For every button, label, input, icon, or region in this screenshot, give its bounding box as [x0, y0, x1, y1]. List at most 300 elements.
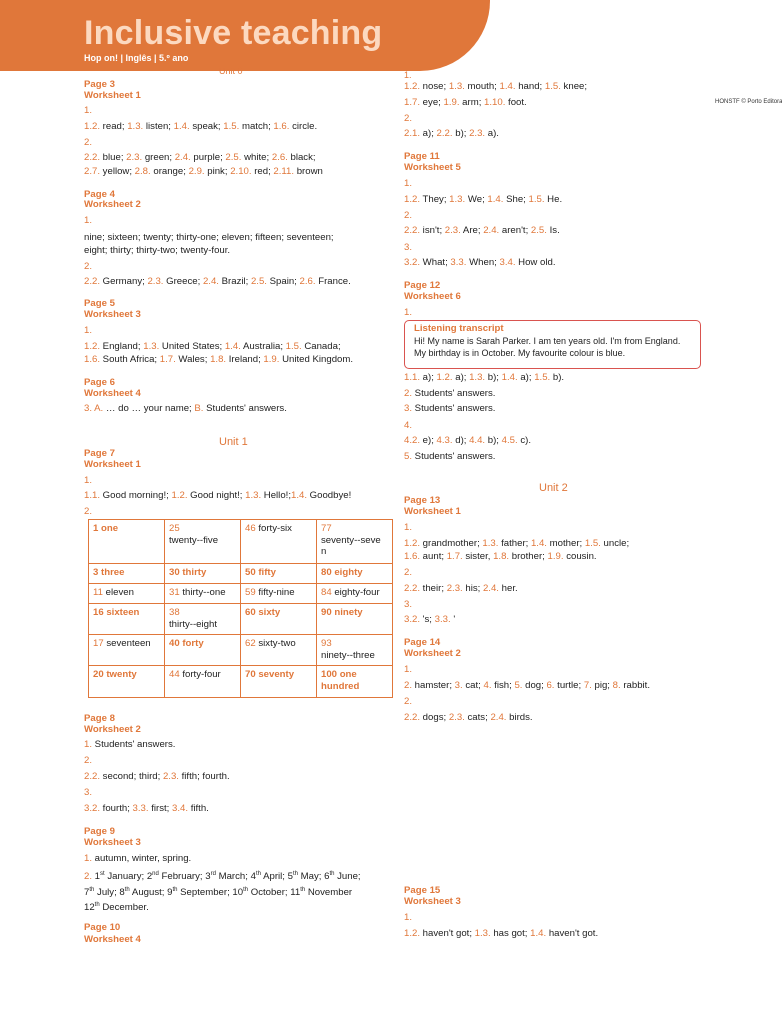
table-cell [89, 666, 165, 698]
item-number: 1.4. [530, 538, 547, 549]
answer-text: yellow; [100, 166, 135, 177]
answer-text: rabbit. [620, 680, 650, 691]
answer-text: eye; [420, 97, 444, 108]
answer-text: a); [517, 372, 535, 383]
answer-text: brother; [509, 551, 548, 562]
item-number: 2. [404, 388, 413, 399]
table-row [89, 635, 393, 666]
item-number: 1.1. [84, 490, 101, 501]
answer-text: 12 [84, 902, 95, 914]
item-number: 3. [404, 403, 413, 414]
item-number: 4.3. [436, 435, 453, 446]
cell-number: 50 [245, 567, 256, 578]
answer-text: Wales; [175, 354, 211, 365]
answer-text: mouth; [464, 81, 500, 92]
cell-word: twenty--five [169, 534, 219, 546]
item-number: 1.2. [404, 81, 421, 92]
item-number: 5. [404, 451, 413, 462]
item-number: 2.4. [483, 225, 500, 236]
answer-text: has got; [490, 928, 531, 939]
answer-line [404, 81, 587, 93]
answer-text: speak; [189, 121, 224, 132]
cell-word: thirty--one [182, 587, 226, 598]
cell-word: eleven [105, 587, 134, 598]
exercise-number: 1. [84, 215, 93, 226]
item-number: 2.3. [147, 276, 164, 287]
answer-text: second; third; [100, 771, 163, 782]
item-number: 2.1. [404, 128, 421, 139]
transcript-title: Listening transcript [414, 323, 504, 334]
table-row [89, 520, 393, 564]
answer-text: … do … your name; [103, 403, 195, 414]
cell-number: 30 [169, 567, 180, 578]
cell-number: 90 [321, 607, 332, 618]
page-heading: Page 6 [84, 377, 115, 388]
ordinal-suffix: th [89, 887, 95, 893]
answer-text: Students' answers. [412, 388, 496, 399]
item-number: 2. [404, 680, 413, 691]
answer-text: Students' answers. [203, 403, 287, 414]
item-number: 2.2. [84, 276, 101, 287]
answer-text: listen; [143, 121, 174, 132]
item-number: 2.6. [271, 152, 288, 163]
item-number: 1.4. [487, 194, 504, 205]
answer-text: July; 8 [94, 887, 125, 899]
answer-text: green; [142, 152, 175, 163]
cell-word: three [101, 567, 125, 578]
item-number: 3.2. [84, 803, 101, 814]
answer-text: How old. [515, 257, 556, 268]
answer-text: 7 [84, 887, 90, 899]
ordinal-suffix: th [94, 902, 100, 908]
page-heading: Page 5 [84, 298, 115, 309]
item-number: 4. [483, 680, 492, 691]
exercise-number: 2. [84, 137, 93, 148]
table-row [89, 604, 393, 635]
table-cell [317, 635, 393, 666]
ordinal-suffix: nd [152, 871, 159, 877]
cell-word: one [101, 523, 119, 534]
item-number: 2.5. [225, 152, 242, 163]
item-number: 2.2. [84, 771, 101, 782]
cell-word: seventeen [106, 638, 151, 649]
item-number: 1.7. [159, 354, 176, 365]
answer-text: foot. [505, 97, 527, 108]
item-number: 6. [546, 680, 555, 691]
answer-text: fourth; [100, 803, 133, 814]
exercise-number: 4. [404, 420, 413, 431]
answer-text: When; [466, 257, 500, 268]
answer-text: a); [452, 372, 470, 383]
table-cell [317, 564, 393, 584]
worksheet-heading: Worksheet 4 [84, 934, 141, 945]
ordinal-suffix: th [329, 871, 335, 877]
item-number: 1.3. [474, 928, 491, 939]
page-heading: Page 11 [404, 151, 440, 162]
cell-word: forty [182, 638, 204, 649]
answer-text: October; 11 [248, 887, 301, 899]
page-heading: Page 9 [84, 826, 115, 837]
worksheet-heading: Worksheet 2 [84, 199, 141, 210]
table-row [89, 666, 393, 698]
worksheet-heading: Worksheet 3 [404, 896, 461, 907]
answer-text: uncle; [600, 538, 630, 549]
cell-word: sixteen [106, 607, 140, 618]
exercise-number-clipped: 1. [404, 70, 412, 80]
table-cell [165, 604, 241, 635]
table-cell [241, 564, 317, 584]
answer-text: Are; [460, 225, 484, 236]
worksheet-heading: Worksheet 2 [84, 724, 141, 735]
worksheet-heading: Worksheet 1 [404, 506, 461, 517]
item-number: 1.7. [404, 97, 421, 108]
answer-line [84, 341, 341, 353]
item-number: 3.3. [132, 803, 149, 814]
item-number: 1.3. [482, 538, 499, 549]
worksheet-heading: Worksheet 3 [84, 837, 141, 848]
cell-number: 70 [245, 669, 256, 680]
exercise-number: 2. [404, 113, 413, 124]
answer-text: cousin. [563, 551, 597, 562]
answer-text: 's; [420, 614, 435, 625]
answer-text: May; 6 [297, 871, 330, 883]
item-number: 4.2. [404, 435, 421, 446]
item-number: 1.4. [224, 341, 241, 352]
item-number: 1.9. [263, 354, 280, 365]
answer-text: August; 9 [129, 887, 173, 899]
table-cell [89, 635, 165, 666]
answer-text: hamster; [412, 680, 455, 691]
answer-line [404, 712, 533, 724]
item-number: 1.9. [443, 97, 460, 108]
item-number: 1.10. [484, 97, 506, 108]
cell-word: one hundred [321, 669, 360, 692]
cell-word: fifty-nine [258, 587, 295, 598]
item-number: 1.5. [544, 81, 561, 92]
item-number: 1.5. [584, 538, 601, 549]
answer-text: match; [239, 121, 274, 132]
exercise-number: 1. [404, 307, 413, 318]
ordinal-suffix: th [300, 887, 306, 893]
answer-text: e); [420, 435, 437, 446]
cell-number: 40 [169, 638, 180, 649]
item-number: B. [194, 403, 204, 414]
item-number: 3.3. [434, 614, 451, 625]
table-cell [241, 584, 317, 604]
answer-text: nose; [420, 81, 449, 92]
item-number: 2.4. [174, 152, 191, 163]
answer-line [84, 739, 175, 751]
answer-text: pig; [591, 680, 613, 691]
item-number: 1.8. [210, 354, 227, 365]
answer-text: fifth; fourth. [178, 771, 230, 782]
answer-line [404, 194, 562, 206]
answer-text: Good night!; [187, 490, 246, 501]
cell-number: 60 [245, 607, 256, 618]
item-number: 2.7. [84, 166, 101, 177]
answer-line [404, 97, 527, 109]
answer-line [84, 803, 209, 815]
answer-text: father; [498, 538, 531, 549]
answer-text: January; 2 [104, 871, 153, 883]
item-number: 1.4. [530, 928, 547, 939]
answer-text: April; 5 [260, 871, 293, 883]
exercise-number: 2. [404, 696, 413, 707]
answer-text: autumn, winter, spring. [92, 853, 192, 864]
worksheet-heading: Worksheet 5 [404, 162, 461, 173]
cell-word: seventy--seve n [321, 534, 381, 557]
answer-text: Good morning!; [100, 490, 172, 501]
table-cell [165, 635, 241, 666]
answer-text: fish; [491, 680, 515, 691]
answer-text: ' [450, 614, 456, 625]
answer-text: haven't got. [546, 928, 599, 939]
answer-line [404, 257, 556, 269]
answer-line [404, 614, 455, 626]
answer-text: sister, [462, 551, 494, 562]
cell-number: 20 [93, 669, 104, 680]
cell-number: 62 [245, 638, 256, 649]
answer-text: United States; [159, 341, 225, 352]
table-cell [165, 520, 241, 564]
answer-text: Students' answers. [412, 403, 496, 414]
answer-text: aunt; [420, 551, 447, 562]
page-subtitle: Hop on! | Inglês | 5.º ano [84, 53, 189, 63]
ordinal-suffix: rd [210, 871, 216, 877]
answer-line [404, 388, 495, 400]
ordinal-suffix: th [255, 871, 261, 877]
cell-number: 80 [321, 567, 332, 578]
worksheet-heading: Worksheet 2 [404, 648, 461, 659]
answer-text: purple; [190, 152, 226, 163]
cell-word: twenty [106, 669, 137, 680]
answer-line [84, 276, 351, 288]
item-number: 3.4. [499, 257, 516, 268]
answer-line [404, 680, 650, 692]
cell-word: fifty [258, 567, 276, 578]
item-number: 1.5. [223, 121, 240, 132]
item-number: 2.3. [444, 225, 461, 236]
page-heading: Page 12 [404, 280, 441, 291]
item-number: 1.2. [171, 490, 188, 501]
table-cell [317, 666, 393, 698]
answer-text: Ireland; [226, 354, 264, 365]
item-number: 2.9. [188, 166, 205, 177]
cell-number: 100 [321, 669, 338, 680]
ordinal-suffix: th [243, 887, 249, 893]
item-number: 3.2. [404, 614, 421, 625]
cell-word: forty-four [182, 669, 221, 680]
item-number: 2.5. [530, 225, 547, 236]
exercise-number: 1. [404, 664, 413, 675]
table-cell [89, 584, 165, 604]
answer-text: South Africa; [100, 354, 160, 365]
exercise-number: 1. [84, 105, 93, 116]
item-number: 2.6. [299, 276, 316, 287]
copyright-note: HONSTF © Porto Editora [715, 99, 782, 105]
item-number: 1.3. [449, 194, 466, 205]
transcript-text: Hi! My name is Sarah Parker. I am ten years old. I'm from England. [414, 336, 681, 346]
item-number: 1.6. [84, 354, 101, 365]
item-number: 2.2. [404, 583, 421, 594]
item-number: 2.4. [482, 583, 499, 594]
answer-text: Goodbye! [307, 490, 352, 501]
item-number: 1.8. [493, 551, 510, 562]
exercise-number: 2. [84, 261, 93, 272]
exercise-number: 1. [84, 325, 93, 336]
table-cell [165, 564, 241, 584]
answer-text: arm; [459, 97, 485, 108]
answer-text: France. [315, 276, 351, 287]
cell-word: sixty [258, 607, 281, 618]
table-cell [317, 584, 393, 604]
answer-text: 1 [92, 871, 101, 883]
item-number: 3. A. [84, 403, 104, 414]
answer-text: United Kingdom. [279, 354, 354, 365]
table-cell [241, 520, 317, 564]
cell-word: thirty [182, 567, 207, 578]
ordinal-suffix: th [292, 871, 298, 877]
answer-text: cat; [462, 680, 484, 691]
item-number: 3.3. [450, 257, 467, 268]
cell-word: ninety [334, 607, 363, 618]
answer-text: red; [251, 166, 274, 177]
item-number: 1.1. [404, 372, 421, 383]
page-heading: Page 15 [404, 885, 441, 896]
answer-line [84, 771, 230, 783]
answer-text: Greece; [163, 276, 203, 287]
cell-word: sixty-two [258, 638, 296, 649]
answer-line [84, 899, 149, 914]
answer-text: Students' answers. [92, 739, 176, 750]
item-number: 1.5. [534, 372, 551, 383]
answer-text: white; [241, 152, 272, 163]
answer-text: fifth. [188, 803, 209, 814]
answer-text: haven't got; [420, 928, 475, 939]
item-number: 1.3. [245, 490, 262, 501]
answer-text: cats; [464, 712, 491, 723]
answer-text: a); [420, 372, 437, 383]
exercise-number: 1. [84, 475, 93, 486]
cell-number: 84 [321, 587, 332, 598]
table-row [89, 584, 393, 604]
cell-word: eighty-four [334, 587, 380, 598]
page-heading: Page 4 [84, 189, 115, 200]
answer-line [84, 121, 317, 133]
exercise-number: 3. [404, 242, 413, 253]
item-number: 2.11. [273, 166, 295, 177]
answer-line [84, 853, 191, 865]
exercise-number: 1. [404, 522, 413, 533]
page-heading: Page 14 [404, 637, 441, 648]
page-title: Inclusive teaching [84, 14, 383, 52]
numbers-table [88, 519, 393, 698]
item-number: 2.4. [490, 712, 507, 723]
item-number: 2.2. [404, 712, 421, 723]
item-number: 2.3. [448, 712, 465, 723]
item-number: 2.4. [202, 276, 219, 287]
cell-number: 11 [93, 587, 103, 598]
cell-number: 59 [245, 587, 256, 598]
item-number: 1.4. [290, 490, 307, 501]
table-cell [241, 635, 317, 666]
page-heading: Page 7 [84, 448, 115, 459]
cell-word: thirty--eight [169, 618, 217, 630]
item-number: 4.4. [469, 435, 486, 446]
answer-text: June; [334, 871, 361, 883]
item-number: 1.3. [127, 121, 144, 132]
item-number: 1.2. [84, 341, 101, 352]
answer-line [404, 538, 629, 550]
answer-line [404, 372, 564, 384]
item-number: 7. [583, 680, 592, 691]
item-number: 1.5. [528, 194, 545, 205]
answer-text: pink; [204, 166, 231, 177]
item-number: 3.4. [172, 803, 189, 814]
cell-number: 38 [169, 607, 180, 618]
cell-number: 93 [321, 638, 332, 649]
cell-number: 31 [169, 587, 180, 598]
item-number: 1. [84, 739, 93, 750]
answer-text: Is. [546, 225, 560, 236]
answer-line [404, 451, 495, 463]
answer-text: turtle; [554, 680, 584, 691]
answer-text: Brazil; [218, 276, 251, 287]
item-number: 1.3. [448, 81, 465, 92]
answer-text: March; 4 [215, 871, 256, 883]
item-number: 1.4. [499, 81, 516, 92]
cell-word: seventy [258, 669, 295, 680]
item-number: 1.2. [404, 928, 421, 939]
item-number: 2.3. [162, 771, 179, 782]
answer-text: knee; [560, 81, 588, 92]
cell-number: 46 [245, 523, 256, 534]
answer-text: a). [485, 128, 499, 139]
answer-text: mother; [546, 538, 585, 549]
answer-text: read; [100, 121, 128, 132]
answer-line [84, 354, 353, 366]
answer-text: She; [503, 194, 529, 205]
item-number: 3. [454, 680, 463, 691]
answer-text: d); [452, 435, 470, 446]
worksheet-heading: Worksheet 6 [404, 291, 461, 302]
answer-text: grandmother; [420, 538, 483, 549]
answer-line [404, 403, 495, 415]
item-number: 1.4. [501, 372, 518, 383]
answer-text: their; [420, 583, 447, 594]
item-number: 1.2. [404, 194, 421, 205]
ordinal-suffix: th [172, 887, 178, 893]
answer-text: He. [544, 194, 563, 205]
item-number: 2.10. [230, 166, 252, 177]
ordinal-suffix: th [124, 887, 130, 893]
answer-line [84, 152, 316, 164]
item-number: 1.3. [143, 341, 160, 352]
answer-text: a); [420, 128, 437, 139]
answer-text: circle. [289, 121, 318, 132]
worksheet-heading: Worksheet 1 [84, 90, 141, 101]
answer-text: Hello!; [261, 490, 291, 501]
exercise-number: 1. [404, 912, 413, 923]
cell-word: eighty [334, 567, 363, 578]
answer-line [84, 403, 287, 415]
item-number: 1.2. [436, 372, 453, 383]
answer-line [404, 128, 499, 140]
answer-line [84, 884, 352, 899]
answer-text: b); [485, 435, 502, 446]
answer-text: birds. [506, 712, 533, 723]
item-number: 1.6. [404, 551, 421, 562]
